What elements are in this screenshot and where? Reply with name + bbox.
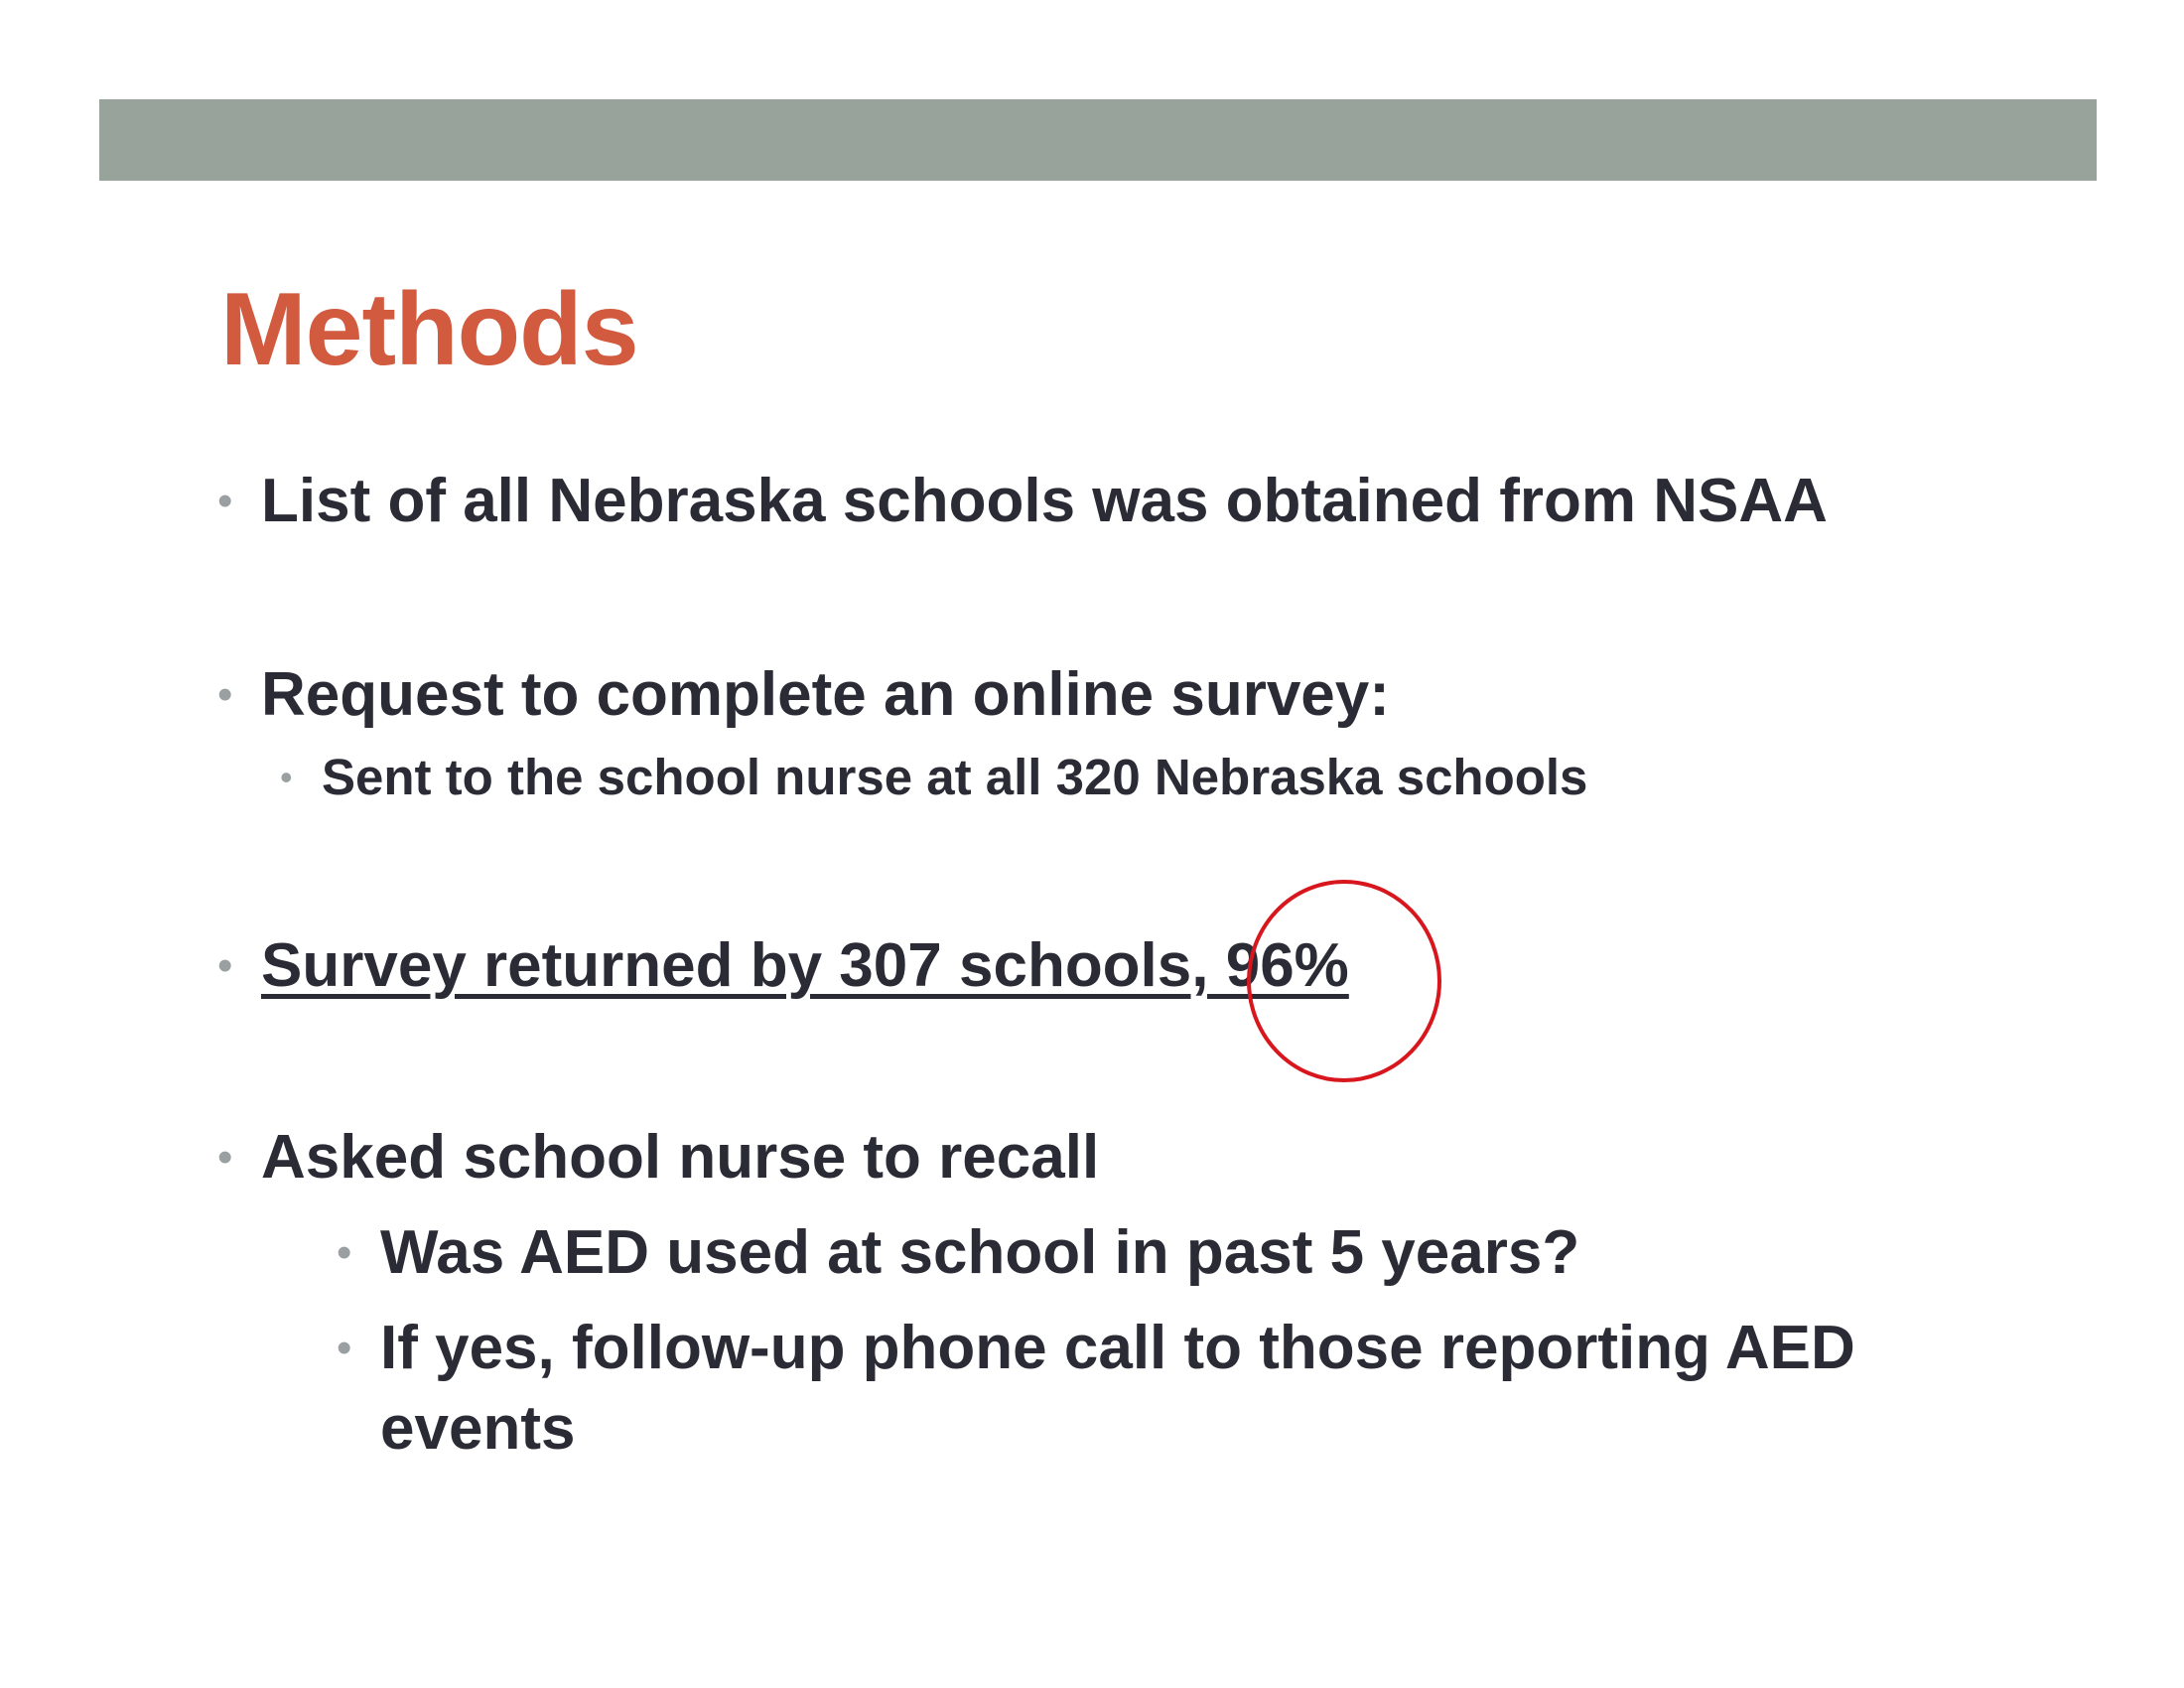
header-bar — [99, 99, 2097, 181]
bullet-dot-icon: • — [337, 1228, 352, 1277]
bullet-dot-icon: • — [217, 941, 233, 990]
bullet-text: Request to complete an online survey: — [261, 660, 1390, 729]
bullet-dot-icon: • — [217, 477, 233, 525]
slide-title: Methods — [220, 272, 638, 387]
bullet-dot-icon: • — [280, 757, 293, 797]
red-circle-annotation-icon — [1245, 878, 1443, 1084]
sub-bullet-text-continuation: events — [380, 1394, 576, 1463]
sub-bullet-text: Sent to the school nurse at all 320 Nebraska schools — [322, 749, 1588, 805]
sub-bullet-item — [280, 746, 1588, 809]
bullet-text: List of all Nebraska schools was obtained from NSAA — [261, 467, 1828, 535]
bullet-item — [217, 926, 1349, 1006]
bullet-dot-icon: • — [337, 1324, 352, 1372]
sub-bullet-item — [337, 1213, 1580, 1293]
bullet-text: Asked school nurse to recall — [261, 1123, 1100, 1192]
bullet-item — [217, 462, 1828, 541]
bullet-item — [217, 1118, 1100, 1197]
bullet-item — [217, 655, 1390, 735]
bullet-text-underlined: Survey returned by 307 schools, 96% — [261, 931, 1349, 1000]
sub-bullet-text: Was AED used at school in past 5 years? — [380, 1218, 1580, 1287]
annotation-circle — [1249, 882, 1439, 1080]
bullet-dot-icon: • — [217, 1133, 233, 1182]
sub-bullet-item — [337, 1309, 1855, 1388]
bullet-dot-icon: • — [217, 670, 233, 719]
sub-bullet-text: If yes, follow-up phone call to those reporting AED — [380, 1314, 1855, 1382]
